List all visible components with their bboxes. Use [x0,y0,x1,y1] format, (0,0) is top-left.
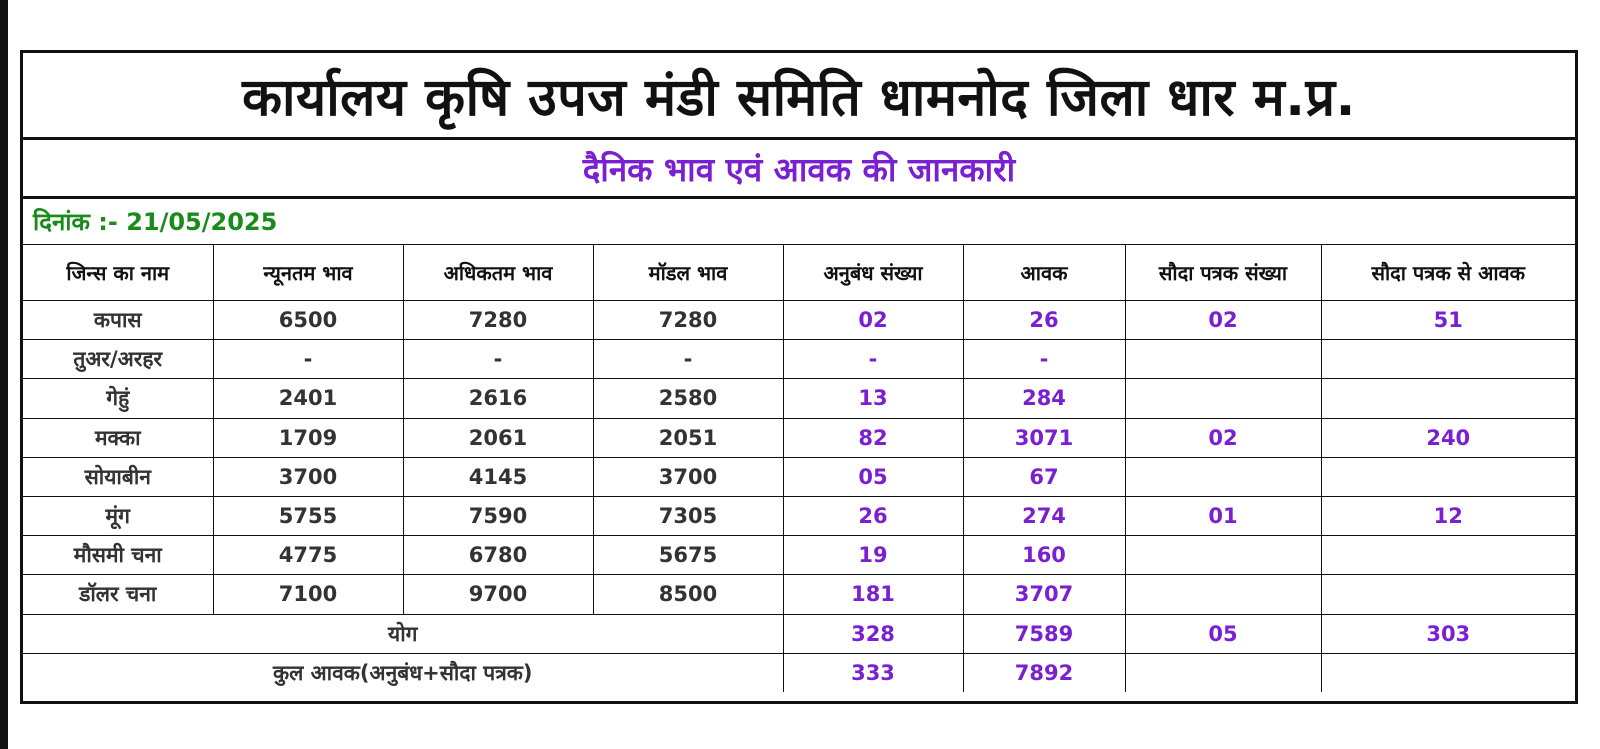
model-price: 8500 [593,575,783,614]
model-price: 2580 [593,379,783,418]
contract-count: 82 [783,418,963,457]
table-row [23,340,1575,379]
deal-count: 01 [1125,496,1321,535]
arrival: - [963,340,1125,379]
total-row [23,614,1575,653]
grand-total-contract-count: 333 [783,653,963,692]
deal-arrival [1321,379,1575,418]
commodity-name: मक्का [23,418,213,457]
deal-count [1125,379,1321,418]
min-price: 1709 [213,418,403,457]
contract-count: 181 [783,575,963,614]
commodity-name: सोयाबीन [23,457,213,496]
col-header-max-price: अधिकतम भाव [403,245,593,301]
arrival: 160 [963,536,1125,575]
deal-arrival [1321,575,1575,614]
col-header-deal-arrival: सौदा पत्रक से आवक [1321,245,1575,301]
deal-count [1125,575,1321,614]
deal-arrival [1321,340,1575,379]
contract-count: 19 [783,536,963,575]
min-price: 5755 [213,496,403,535]
col-header-model-price: मॉडल भाव [593,245,783,301]
page-subtitle: दैनिक भाव एवं आवक की जानकारी [23,140,1575,199]
model-price: 2051 [593,418,783,457]
deal-count [1125,457,1321,496]
grand-total-row [23,653,1575,692]
max-price: 6780 [403,536,593,575]
col-header-contract-count: अनुबंध संख्या [783,245,963,301]
contract-count: 26 [783,496,963,535]
deal-arrival [1321,536,1575,575]
model-price: - [593,340,783,379]
deal-arrival [1321,457,1575,496]
contract-count: 02 [783,301,963,340]
contract-count: 13 [783,379,963,418]
arrival: 67 [963,457,1125,496]
model-price: 7305 [593,496,783,535]
commodity-name: तुअर/अरहर [23,340,213,379]
arrival: 3071 [963,418,1125,457]
commodity-name: गेहुं [23,379,213,418]
total-deal-arrival: 303 [1321,614,1575,653]
deal-arrival: 51 [1321,301,1575,340]
total-arrival: 7589 [963,614,1125,653]
page-title: कार्यालय कृषि उपज मंडी समिति धामनोद जिला धार म.प्र. [23,53,1575,140]
deal-arrival: 12 [1321,496,1575,535]
table-row [23,418,1575,457]
min-price: 4775 [213,536,403,575]
col-header-deal-count: सौदा पत्रक संख्या [1125,245,1321,301]
max-price: 7280 [403,301,593,340]
col-header-commodity: जिन्स का नाम [23,245,213,301]
grand-total-deal-count [1125,653,1321,692]
max-price: 4145 [403,457,593,496]
col-header-arrival: आवक [963,245,1125,301]
grand-total-arrival: 7892 [963,653,1125,692]
grand-total-label: कुल आवक(अनुबंध+सौदा पत्रक) [23,653,783,692]
arrival: 3707 [963,575,1125,614]
grand-total-deal-arrival [1321,653,1575,692]
table-header-row [23,245,1575,301]
deal-count: 02 [1125,301,1321,340]
table-row [23,496,1575,535]
price-sheet [20,50,1578,704]
col-header-min-price: न्यूनतम भाव [213,245,403,301]
contract-count: 05 [783,457,963,496]
table-row [23,457,1575,496]
table-row [23,536,1575,575]
max-price: 2061 [403,418,593,457]
total-deal-count: 05 [1125,614,1321,653]
date-label: दिनांक :- 21/05/2025 [33,208,278,236]
left-edge-bar [0,0,8,749]
model-price: 7280 [593,301,783,340]
commodity-name: मौसमी चना [23,536,213,575]
commodity-name: मूंग [23,496,213,535]
arrival: 274 [963,496,1125,535]
model-price: 3700 [593,457,783,496]
total-label: योग [23,614,783,653]
min-price: - [213,340,403,379]
max-price: 7590 [403,496,593,535]
commodity-name: कपास [23,301,213,340]
min-price: 7100 [213,575,403,614]
max-price: 9700 [403,575,593,614]
table-row [23,379,1575,418]
total-contract-count: 328 [783,614,963,653]
max-price: - [403,340,593,379]
deal-count [1125,536,1321,575]
arrival: 284 [963,379,1125,418]
max-price: 2616 [403,379,593,418]
deal-arrival: 240 [1321,418,1575,457]
model-price: 5675 [593,536,783,575]
min-price: 6500 [213,301,403,340]
table-row [23,301,1575,340]
arrival: 26 [963,301,1125,340]
deal-count [1125,340,1321,379]
min-price: 3700 [213,457,403,496]
rates-table [23,244,1575,692]
deal-count: 02 [1125,418,1321,457]
commodity-name: डॉलर चना [23,575,213,614]
min-price: 2401 [213,379,403,418]
table-row [23,575,1575,614]
contract-count: - [783,340,963,379]
